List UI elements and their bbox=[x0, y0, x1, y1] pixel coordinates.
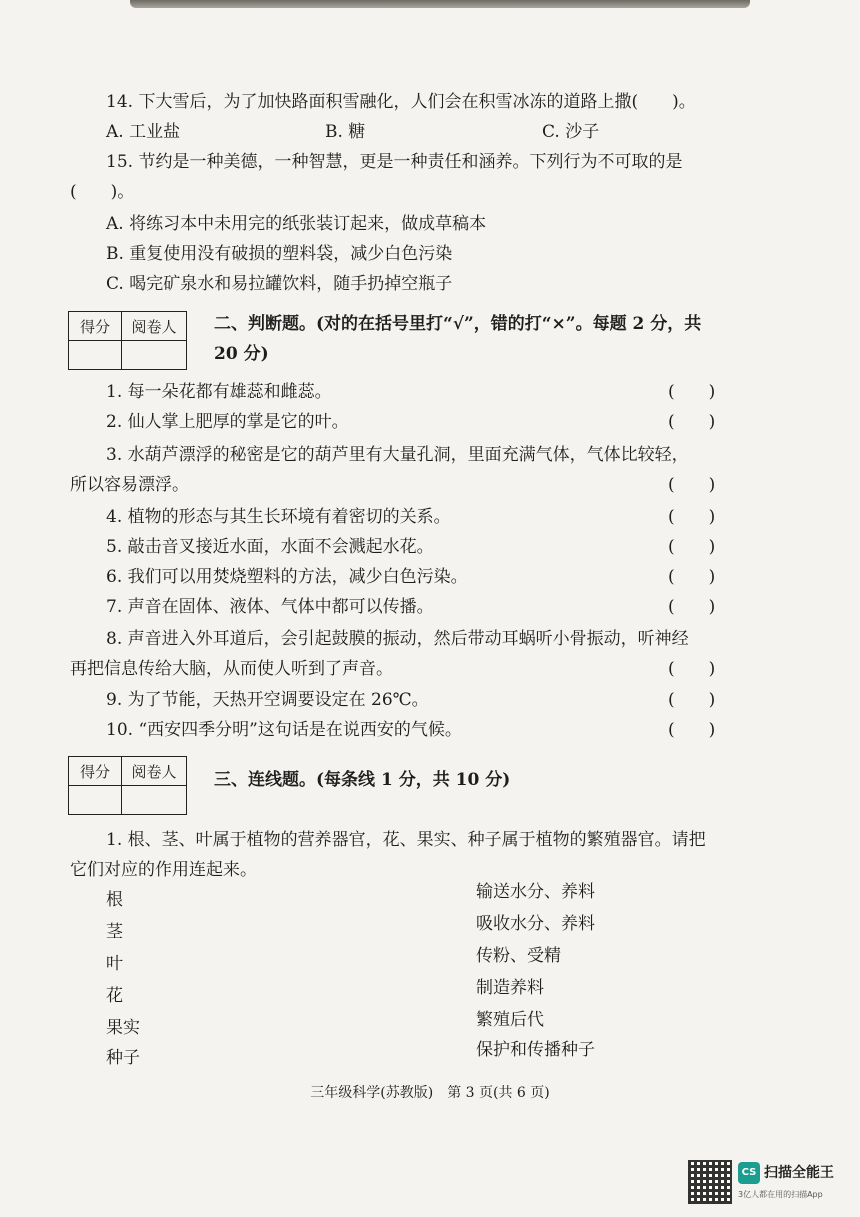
grader-header: 阅卷人 bbox=[122, 312, 187, 341]
organ-root[interactable]: 根 bbox=[106, 890, 123, 910]
function-transport[interactable]: 输送水分、养料 bbox=[476, 882, 595, 902]
answer-paren-5[interactable]: ( ) bbox=[668, 537, 716, 557]
q15-option-c: C. 喝完矿泉水和易拉罐饮料，随手扔掉空瓶子 bbox=[106, 274, 453, 294]
grader-header: 阅卷人 bbox=[122, 757, 187, 786]
function-reproduce[interactable]: 繁殖后代 bbox=[476, 1010, 544, 1030]
camscanner-tagline: 3亿人都在用的扫描App bbox=[738, 1190, 823, 1199]
answer-paren-2[interactable]: ( ) bbox=[668, 412, 716, 432]
q15-option-b: B. 重复使用没有破损的塑料袋，减少白色污染 bbox=[106, 244, 453, 264]
matching-stem-line1: 1. 根、茎、叶属于植物的营养器官，花、果实、种子属于植物的繁殖器官。请把 bbox=[106, 830, 706, 850]
answer-paren-4[interactable]: ( ) bbox=[668, 507, 716, 527]
judge-item-8-line2: 再把信息传给大脑，从而使人听到了声音。 bbox=[70, 659, 393, 679]
judge-item-1: 1. 每一朵花都有雄蕊和雌蕊。 bbox=[106, 382, 332, 402]
q14-option-b: B. 糖 bbox=[325, 122, 366, 142]
grader-cell[interactable] bbox=[122, 341, 187, 370]
organ-seed[interactable]: 种子 bbox=[106, 1048, 140, 1068]
qr-code-icon bbox=[688, 1160, 732, 1204]
section2-title-line2: 20 分) bbox=[214, 344, 269, 364]
score-header: 得分 bbox=[69, 757, 122, 786]
answer-paren-10[interactable]: ( ) bbox=[668, 720, 716, 740]
organ-fruit[interactable]: 果实 bbox=[106, 1018, 140, 1038]
organ-flower[interactable]: 花 bbox=[106, 986, 123, 1006]
score-cell[interactable] bbox=[69, 341, 122, 370]
judge-item-8-line1: 8. 声音进入外耳道后，会引起鼓膜的振动，然后带动耳蜗听小骨振动，听神经 bbox=[106, 629, 689, 649]
judge-item-7: 7. 声音在固体、液体、气体中都可以传播。 bbox=[106, 597, 434, 617]
camscanner-logo-icon: CS bbox=[738, 1162, 760, 1184]
judge-item-4: 4. 植物的形态与其生长环境有着密切的关系。 bbox=[106, 507, 451, 527]
judge-item-2: 2. 仙人掌上肥厚的掌是它的叶。 bbox=[106, 412, 349, 432]
answer-paren-3[interactable]: ( ) bbox=[668, 475, 716, 495]
judge-item-9: 9. 为了节能，天热开空调要设定在 26℃。 bbox=[106, 690, 429, 710]
answer-paren-8[interactable]: ( ) bbox=[668, 659, 716, 679]
q15-stem-line2: ( )。 bbox=[70, 182, 135, 202]
section3-title: 三、连线题。(每条线 1 分，共 10 分) bbox=[214, 770, 511, 790]
q15-option-a: A. 将练习本中未用完的纸张装订起来，做成草稿本 bbox=[106, 214, 487, 234]
score-table-section3 bbox=[68, 756, 187, 815]
function-pollinate[interactable]: 传粉、受精 bbox=[476, 946, 561, 966]
page-footer: 三年级科学(苏教版) 第 3 页(共 6 页) bbox=[310, 1085, 550, 1101]
judge-item-3-line2: 所以容易漂浮。 bbox=[70, 475, 189, 495]
answer-paren-7[interactable]: ( ) bbox=[668, 597, 716, 617]
camscanner-name: 扫描全能王 bbox=[764, 1165, 834, 1181]
judge-item-3-line1: 3. 水葫芦漂浮的秘密是它的葫芦里有大量孔洞，里面充满气体，气体比较轻， bbox=[106, 445, 689, 465]
score-cell[interactable] bbox=[69, 786, 122, 815]
answer-paren-9[interactable]: ( ) bbox=[668, 690, 716, 710]
function-make-nutrients[interactable]: 制造养料 bbox=[476, 978, 544, 998]
organ-stem[interactable]: 茎 bbox=[106, 922, 123, 942]
judge-item-10: 10. “西安四季分明”这句话是在说西安的气候。 bbox=[106, 720, 462, 740]
q14-option-c: C. 沙子 bbox=[542, 122, 600, 142]
answer-paren-6[interactable]: ( ) bbox=[668, 567, 716, 587]
grader-cell[interactable] bbox=[122, 786, 187, 815]
judge-item-6: 6. 我们可以用焚烧塑料的方法，减少白色污染。 bbox=[106, 567, 468, 587]
judge-item-5: 5. 敲击音叉接近水面，水面不会溅起水花。 bbox=[106, 537, 434, 557]
organ-leaf[interactable]: 叶 bbox=[106, 954, 123, 974]
answer-paren-1[interactable]: ( ) bbox=[668, 382, 716, 402]
section2-title-line1: 二、判断题。(对的在括号里打“√”，错的打“×”。每题 2 分，共 bbox=[214, 314, 702, 334]
scan-edge-strip bbox=[130, 0, 750, 8]
function-protect-spread[interactable]: 保护和传播种子 bbox=[476, 1040, 595, 1060]
q15-stem-line1: 15. 节约是一种美德，一种智慧，更是一种责任和涵养。下列行为不可取的是 bbox=[106, 152, 683, 172]
function-absorb[interactable]: 吸收水分、养料 bbox=[476, 914, 595, 934]
matching-stem-line2: 它们对应的作用连起来。 bbox=[70, 860, 257, 880]
q14-stem: 14. 下大雪后，为了加快路面积雪融化，人们会在积雪冰冻的道路上撒( )。 bbox=[106, 92, 696, 112]
q14-option-a: A. 工业盐 bbox=[106, 122, 181, 142]
score-table-section2 bbox=[68, 311, 187, 370]
score-header: 得分 bbox=[69, 312, 122, 341]
